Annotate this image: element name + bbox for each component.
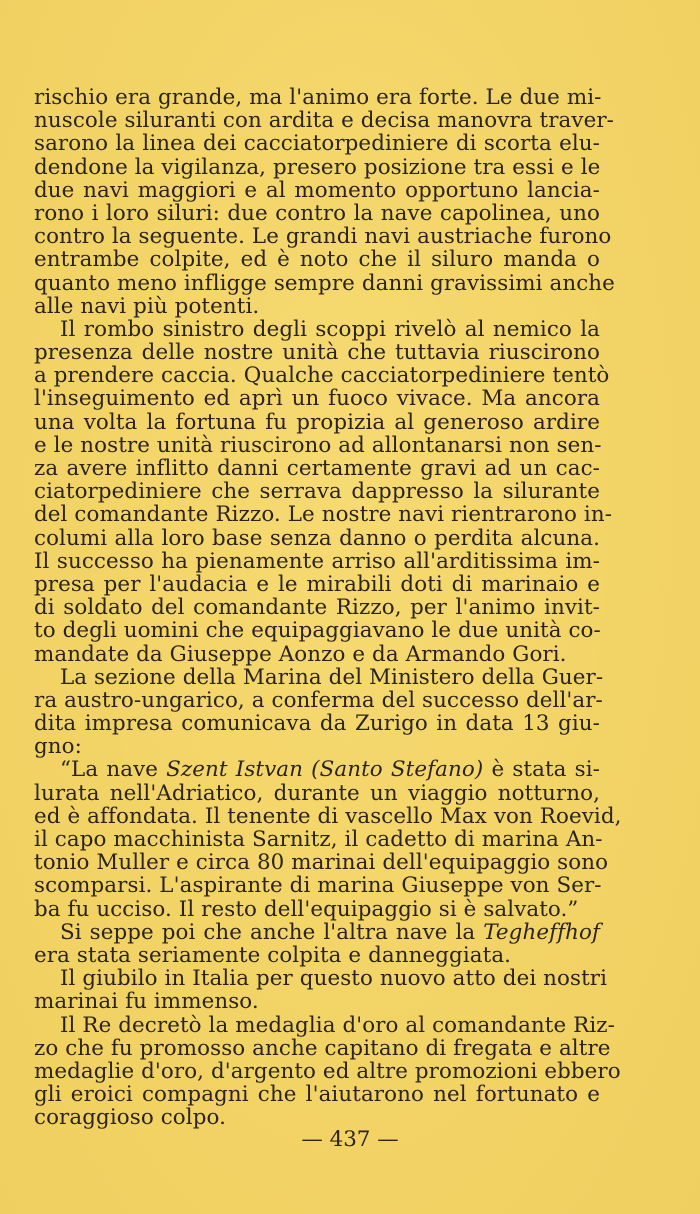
text-line: di soldato del comandante Rizzo, per l'animo invit-	[34, 595, 600, 621]
text-line: marinai fu immenso.	[34, 989, 259, 1015]
text-line	[34, 921, 600, 944]
text-line: Il successo ha pienamente arriso all'arditissima im-	[34, 548, 600, 574]
text-line: coraggioso colpo.	[34, 1105, 226, 1131]
text-line: presa per l'audacia e le mirabili doti di marinaio e	[34, 571, 600, 597]
text-line: l'inseguimento ed aprì un fuoco vivace. Ma ancora	[34, 386, 600, 412]
quote-continuation: è stata si-	[483, 757, 601, 783]
quote-intro: “La nave	[60, 757, 167, 783]
text-line: La sezione della Marina del Ministero della Guer-	[60, 664, 604, 690]
sentence-intro: Si seppe poi che anche l'altra nave la	[60, 919, 484, 945]
page-number: — 437 —	[301, 1127, 399, 1152]
text-line: e le nostre unità riuscirono ad allontanarsi non sen-	[34, 432, 602, 458]
text-line: sarono la linea dei cacciatorpediniere di scorta elu-	[34, 131, 600, 157]
text-line: a prendere caccia. Qualche cacciatorpediniere tentò	[34, 363, 610, 389]
text-line: presenza delle nostre unità che tuttavia riuscirono	[34, 340, 600, 366]
text-line: zo che fu promosso anche capitano di fregata e altre	[34, 1035, 611, 1061]
text-line: entrambe colpite, ed è noto che il siluro manda o	[34, 247, 600, 273]
text-line: Il rombo sinistro degli scoppi rivelò al nemico la	[60, 316, 600, 342]
text-line: dita impresa comunicava da Zurigo in data 13 giu-	[34, 711, 600, 737]
ship-name: Szent Istvan (Santo Stefano)	[166, 757, 484, 783]
text-line: gno:	[34, 734, 82, 760]
text-line: il capo macchinista Sarnitz, il cadetto di marina An-	[34, 827, 603, 852]
text-line: due navi maggiori e al momento opportuno lancia-	[34, 177, 600, 203]
text-line: mandate da Giuseppe Aonzo e da Armando Gori.	[34, 641, 567, 667]
text-line: tonio Muller e circa 80 marinai dell'equipaggio sono	[34, 850, 609, 876]
text-line: nuscole siluranti con ardita e decisa manovra traver-	[34, 108, 614, 134]
text-line: Il Re decretò la medaglia d'oro al comandante Riz-	[60, 1012, 615, 1038]
text-line: ra austro-ungarico, a conferma del successo dell'ar-	[34, 687, 603, 713]
text-line: una volta la fortuna fu propizia al generoso ardire	[34, 409, 600, 435]
text-line: rischio era grande, ma l'animo era forte. Le due mi-	[34, 85, 602, 110]
text-line: rono i loro siluri: due contro la nave capolinea, uno	[34, 200, 600, 226]
text-line: ciatorpediniere che serrava dappresso la silurante	[34, 479, 600, 505]
text-line: za avere inflitto danni certamente gravi ad un cac-	[34, 456, 600, 481]
text-line: del comandante Rizzo. Le nostre navi rientrarono in-	[34, 502, 613, 528]
body-text	[34, 85, 622, 1131]
text-line: quanto meno infligge sempre danni gravissimi anche	[34, 270, 615, 296]
text-line: ba fu ucciso. Il resto dell'equipaggio si è salvato.”	[34, 896, 579, 922]
text-line: lurata nell'Adriatico, durante un viaggio notturno,	[34, 780, 600, 806]
text-line: to degli uomini che equipaggiavano le due unità co-	[34, 618, 601, 644]
text-line	[34, 758, 600, 781]
text-line: scomparsi. L'aspirante di marina Giuseppe von Ser-	[34, 873, 602, 899]
ship-name: Tegheffhof	[483, 919, 600, 945]
text-line: columi alla loro base senza danno o perdita alcuna.	[34, 525, 600, 551]
text-line: contro la seguente. Le grandi navi austriache furono	[34, 224, 612, 250]
text-line: alle navi più potenti.	[34, 293, 260, 319]
text-line: era stata seriamente colpita e danneggiata.	[34, 942, 512, 968]
text-line: gli eroici compagni che l'aiutarono nel fortunato e	[34, 1082, 600, 1108]
text-line: dendone la vigilanza, presero posizione tra essi e le	[34, 154, 601, 180]
text-line: ed è affondata. Il tenente di vascello Max von Roevid,	[34, 803, 622, 829]
text-line: Il giubilo in Italia per questo nuovo atto dei nostri	[60, 966, 608, 992]
text-line: medaglie d'oro, d'argento ed altre promozioni ebbero	[34, 1058, 621, 1084]
